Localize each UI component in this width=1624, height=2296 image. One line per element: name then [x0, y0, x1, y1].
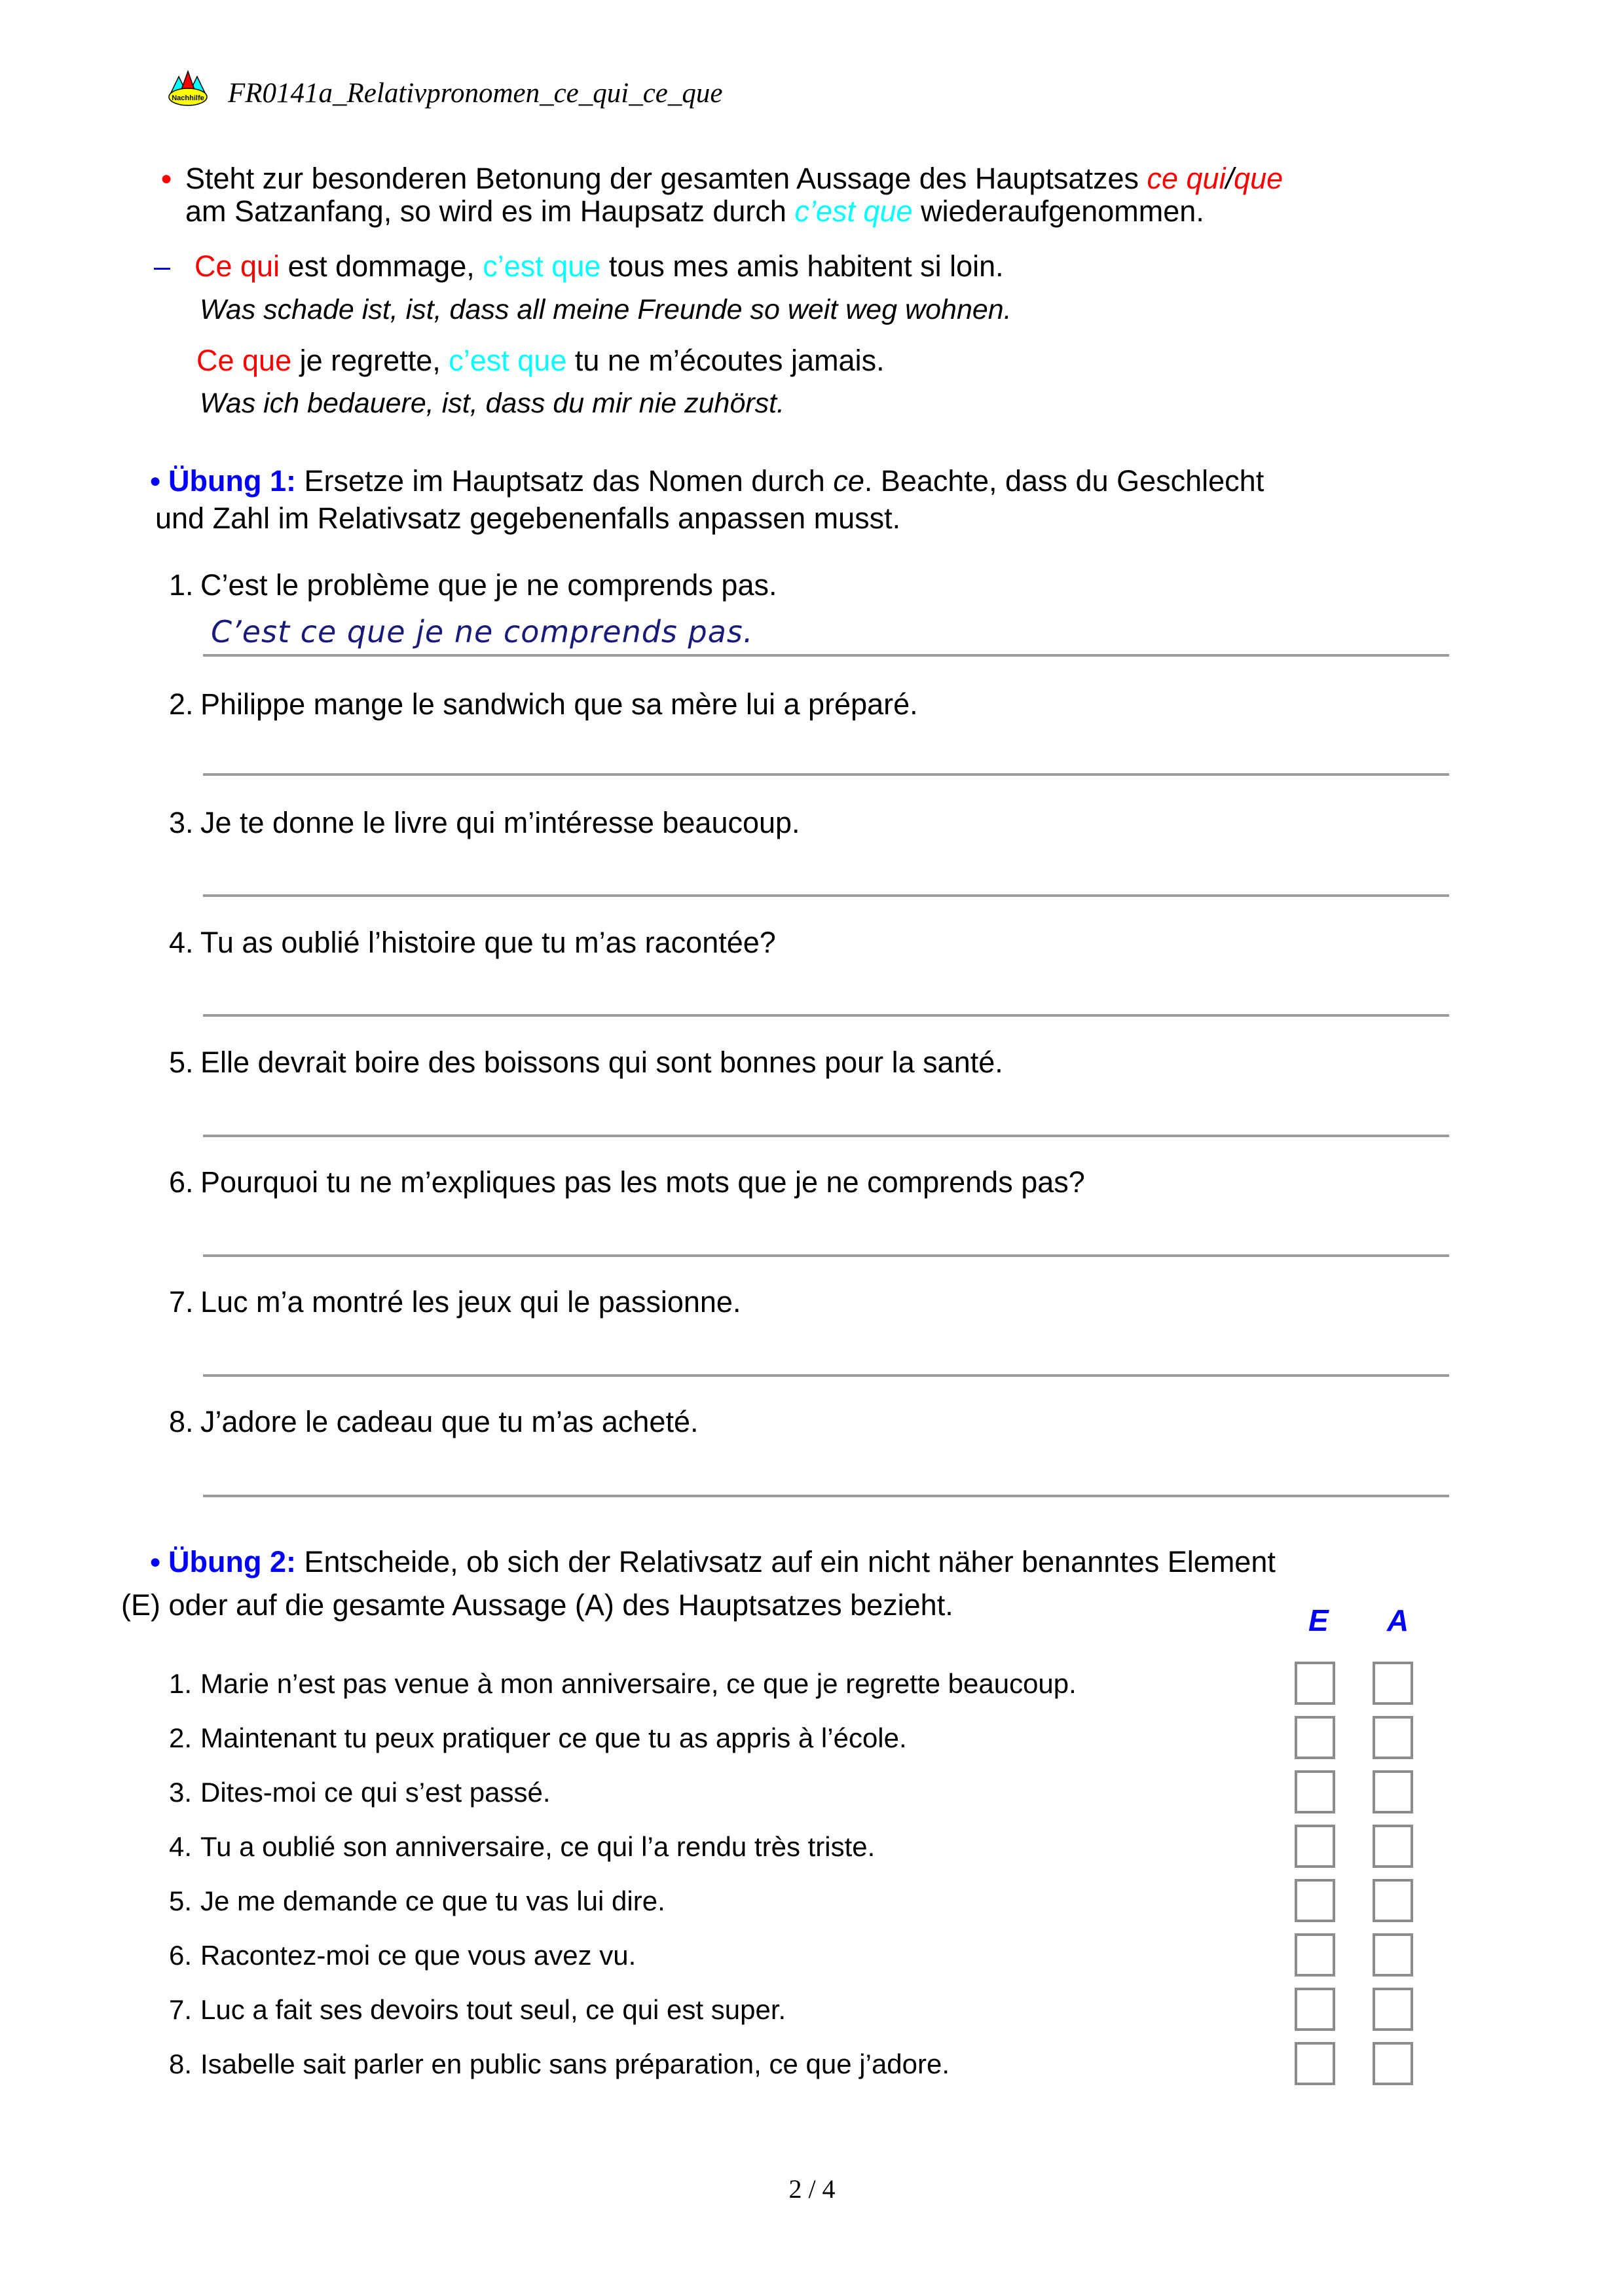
checkbox-e[interactable] — [1295, 1716, 1335, 1759]
checkbox-e[interactable] — [1295, 1988, 1335, 2031]
answer-blank-line[interactable] — [203, 1495, 1449, 1497]
handwritten-answer: C’est ce que je ne comprends pas. — [211, 614, 754, 649]
nachhilfe-logo — [168, 69, 208, 106]
bullet-icon: ● — [149, 470, 162, 492]
checkbox-a[interactable] — [1373, 1770, 1413, 1813]
svg-text:Nachhilfe: Nachhilfe — [172, 94, 204, 102]
checkbox-a[interactable] — [1373, 1716, 1413, 1759]
column-header-a: A — [1387, 1603, 1409, 1637]
uebung2-row-6 — [169, 1928, 1416, 1982]
item-text: C’est le problème que je ne comprends pas. — [200, 568, 777, 602]
checkbox-a[interactable] — [1373, 1933, 1413, 1977]
item-number: 2. — [169, 687, 194, 721]
example-1-german: Was schade ist, ist, dass all meine Freunde so weit weg wohnen. — [200, 294, 1012, 325]
uebung1-item-1 — [169, 569, 777, 602]
checkbox-e[interactable] — [1295, 1933, 1335, 1977]
uebung2-heading-line2: (E) oder auf die gesamte Aussage (A) des Hauptsatzes bezieht. — [121, 1588, 953, 1622]
intro-paragraph: Steht zur besonderen Betonung der gesamten Aussage des Hauptsatzes ce qui/que am Satzanfang, so wird es im Haupsatz durch c’est que wiederaufgenommen. — [185, 162, 1283, 228]
item-number: 6. — [169, 1165, 194, 1199]
checkbox-e[interactable] — [1295, 1825, 1335, 1868]
item-text: J’adore le cadeau que tu m’as acheté. — [200, 1405, 699, 1438]
example-2-german: Was ich bedauere, ist, dass du mir nie zuhörst. — [200, 388, 785, 419]
checkbox-e[interactable] — [1295, 1770, 1335, 1813]
uebung1-item-4 — [169, 926, 776, 959]
uebung1-item-8 — [169, 1406, 699, 1438]
item-text: Je te donne le livre qui m’intéresse beaucoup. — [200, 806, 800, 839]
uebung2-heading: Übung 2: Entscheide, ob sich der Relativsatz auf ein nicht näher benanntes Element — [168, 1545, 1276, 1578]
checkbox-a[interactable] — [1373, 1879, 1413, 1922]
uebung2-row-8 — [169, 2037, 1416, 2091]
answer-blank-line[interactable] — [203, 894, 1449, 897]
item-number: 7. — [169, 1994, 193, 2025]
item-number: 2. — [169, 1722, 193, 1753]
item-number: 5. — [169, 1885, 193, 1916]
item-text: Tu a oublié son anniversaire, ce qui l’a rendu très triste. — [200, 1831, 876, 1862]
item-text: Elle devrait boire des boissons qui sont bonnes pour la santé. — [200, 1046, 1003, 1079]
example-2-french: Ce que je regrette, c’est que tu ne m’écoutes jamais. — [196, 344, 885, 377]
checkbox-a[interactable] — [1373, 1825, 1413, 1868]
dash-icon: – — [154, 249, 171, 283]
uebung1-heading-line2: und Zahl im Relativsatz gegebenenfalls anpassen musst. — [155, 501, 901, 535]
item-number: 5. — [169, 1046, 194, 1079]
uebung2-row-2 — [169, 1711, 1416, 1765]
item-text: Tu as oublié l’histoire que tu m’as racontée? — [200, 926, 776, 959]
item-number: 3. — [169, 1776, 193, 1808]
uebung2-row-4 — [169, 1819, 1416, 1874]
uebung1-item-3 — [169, 807, 800, 839]
item-number: 1. — [169, 568, 194, 602]
page-number: 2 / 4 — [788, 2174, 836, 2204]
answer-blank-line[interactable] — [203, 1254, 1449, 1257]
item-number: 8. — [169, 2048, 193, 2079]
item-number: 6. — [169, 1939, 193, 1971]
bullet-icon: ● — [160, 168, 173, 189]
item-number: 4. — [169, 1831, 193, 1862]
checkbox-e[interactable] — [1295, 1662, 1335, 1705]
checkbox-a[interactable] — [1373, 1662, 1413, 1705]
answer-blank-line[interactable] — [203, 1374, 1449, 1377]
uebung2-row-7 — [169, 1982, 1416, 2037]
uebung2-row-1 — [169, 1656, 1416, 1711]
item-text: Dites-moi ce qui s’est passé. — [200, 1776, 551, 1808]
answer-blank-line[interactable] — [203, 654, 1449, 657]
uebung2-row-5 — [169, 1874, 1416, 1928]
item-text: Maintenant tu peux pratiquer ce que tu as appris à l’école. — [200, 1722, 907, 1753]
uebung2-row-3 — [169, 1765, 1416, 1819]
example-1-french: Ce qui est dommage, c’est que tous mes amis habitent si loin. — [194, 249, 1004, 283]
checkbox-e[interactable] — [1295, 1879, 1335, 1922]
checkbox-a[interactable] — [1373, 2042, 1413, 2085]
uebung1-item-7 — [169, 1286, 741, 1319]
uebung1-item-2 — [169, 688, 918, 721]
mountain-logo-icon — [168, 69, 208, 106]
uebung1-item-5 — [169, 1046, 1003, 1079]
item-text: Isabelle sait parler en public sans préparation, ce que j’adore. — [200, 2048, 950, 2079]
uebung1-item-6 — [169, 1166, 1085, 1199]
item-text: Luc a fait ses devoirs tout seul, ce qui est super. — [200, 1994, 786, 2025]
item-text: Je me demande ce que tu vas lui dire. — [200, 1885, 665, 1916]
item-text: Philippe mange le sandwich que sa mère lui a préparé. — [200, 687, 918, 721]
item-number: 7. — [169, 1285, 194, 1319]
answer-blank-line[interactable] — [203, 1014, 1449, 1017]
answer-blank-line[interactable] — [203, 773, 1449, 776]
item-number: 1. — [169, 1667, 193, 1699]
item-number: 8. — [169, 1405, 194, 1438]
bullet-icon: ● — [149, 1551, 162, 1573]
item-number: 3. — [169, 806, 194, 839]
item-text: Marie n’est pas venue à mon anniversaire, ce que je regrette beaucoup. — [200, 1667, 1077, 1699]
item-text: Racontez-moi ce que vous avez vu. — [200, 1939, 637, 1971]
item-text: Pourquoi tu ne m’expliques pas les mots que je ne comprends pas? — [200, 1165, 1085, 1199]
uebung1-heading: Übung 1: Ersetze im Hauptsatz das Nomen durch ce. Beachte, dass du Geschlecht — [168, 464, 1264, 498]
checkbox-a[interactable] — [1373, 1988, 1413, 2031]
column-header-e: E — [1308, 1603, 1329, 1637]
checkbox-e[interactable] — [1295, 2042, 1335, 2085]
answer-blank-line[interactable] — [203, 1135, 1449, 1137]
item-number: 4. — [169, 926, 194, 959]
document-title: FR0141a_Relativpronomen_ce_qui_ce_que — [228, 78, 723, 109]
item-text: Luc m’a montré les jeux qui le passionne. — [200, 1285, 741, 1319]
